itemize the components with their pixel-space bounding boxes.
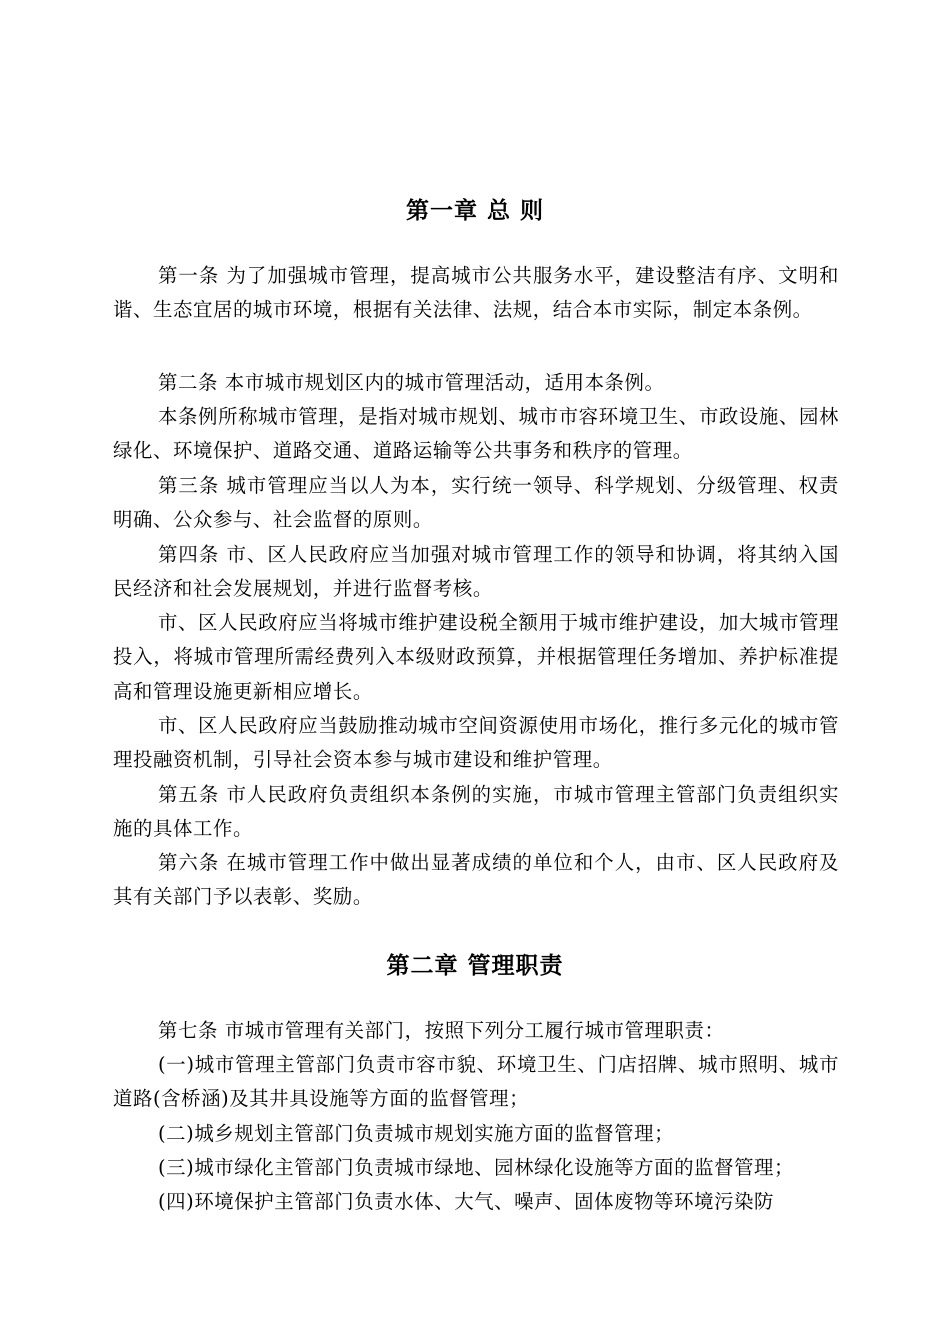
- article-4-funding: 市、区人民政府应当将城市维护建设税全额用于城市维护建设，加大城市管理投入，将城市管理所需经费列入本级财政预算，并根据管理任务增加、养护标准提高和管理设施更新相应增长。: [113, 611, 839, 703]
- article-4: 第四条 市、区人民政府应当加强对城市管理工作的领导和协调，将其纳入国民经济和社会发展规划，并进行监督考核。: [113, 543, 839, 601]
- article-5: 第五条 市人民政府负责组织本条例的实施，市城市管理主管部门负责组织实施的具体工作。: [113, 783, 839, 841]
- chapter-1-title: 第一章 总 则: [405, 198, 544, 224]
- article-2: 第二条 本市城市规划区内的城市管理活动，适用本条例。: [158, 371, 665, 394]
- article-7-item-1: (一)城市管理主管部门负责市容市貌、环境卫生、门店招牌、城市照明、城市道路(含桥涵)及其井具设施等方面的监督管理；: [113, 1053, 839, 1111]
- article-1: 第一条 为了加强城市管理，提高城市公共服务水平，建设整洁有序、文明和谐、生态宜居的城市环境，根据有关法律、法规，结合本市实际，制定本条例。: [113, 264, 839, 322]
- article-7-item-4: (四)环境保护主管部门负责水体、大气、噪声、固体废物等环境污染防: [158, 1190, 775, 1213]
- article-7-item-2: (二)城乡规划主管部门负责城市规划实施方面的监督管理；: [158, 1122, 675, 1145]
- article-2-definition: 本条例所称城市管理，是指对城市规划、城市市容环境卫生、市政设施、园林绿化、环境保护、道路交通、道路运输等公共事务和秩序的管理。: [113, 405, 839, 463]
- article-7-item-3: (三)城市绿化主管部门负责城市绿地、园林绿化设施等方面的监督管理；: [158, 1156, 795, 1179]
- article-4-financing: 市、区人民政府应当鼓励推动城市空间资源使用市场化，推行多元化的城市管理投融资机制，引导社会资本参与城市建设和维护管理。: [113, 714, 839, 772]
- article-6: 第六条 在城市管理工作中做出显著成绩的单位和个人，由市、区人民政府及其有关部门予以表彰、奖励。: [113, 851, 839, 909]
- chapter-2-title: 第二章 管理职责: [386, 953, 564, 979]
- article-7: 第七条 市城市管理有关部门，按照下列分工履行城市管理职责：: [158, 1019, 725, 1042]
- article-3: 第三条 城市管理应当以人为本，实行统一领导、科学规划、分级管理、权责明确、公众参与、社会监督的原则。: [113, 474, 839, 532]
